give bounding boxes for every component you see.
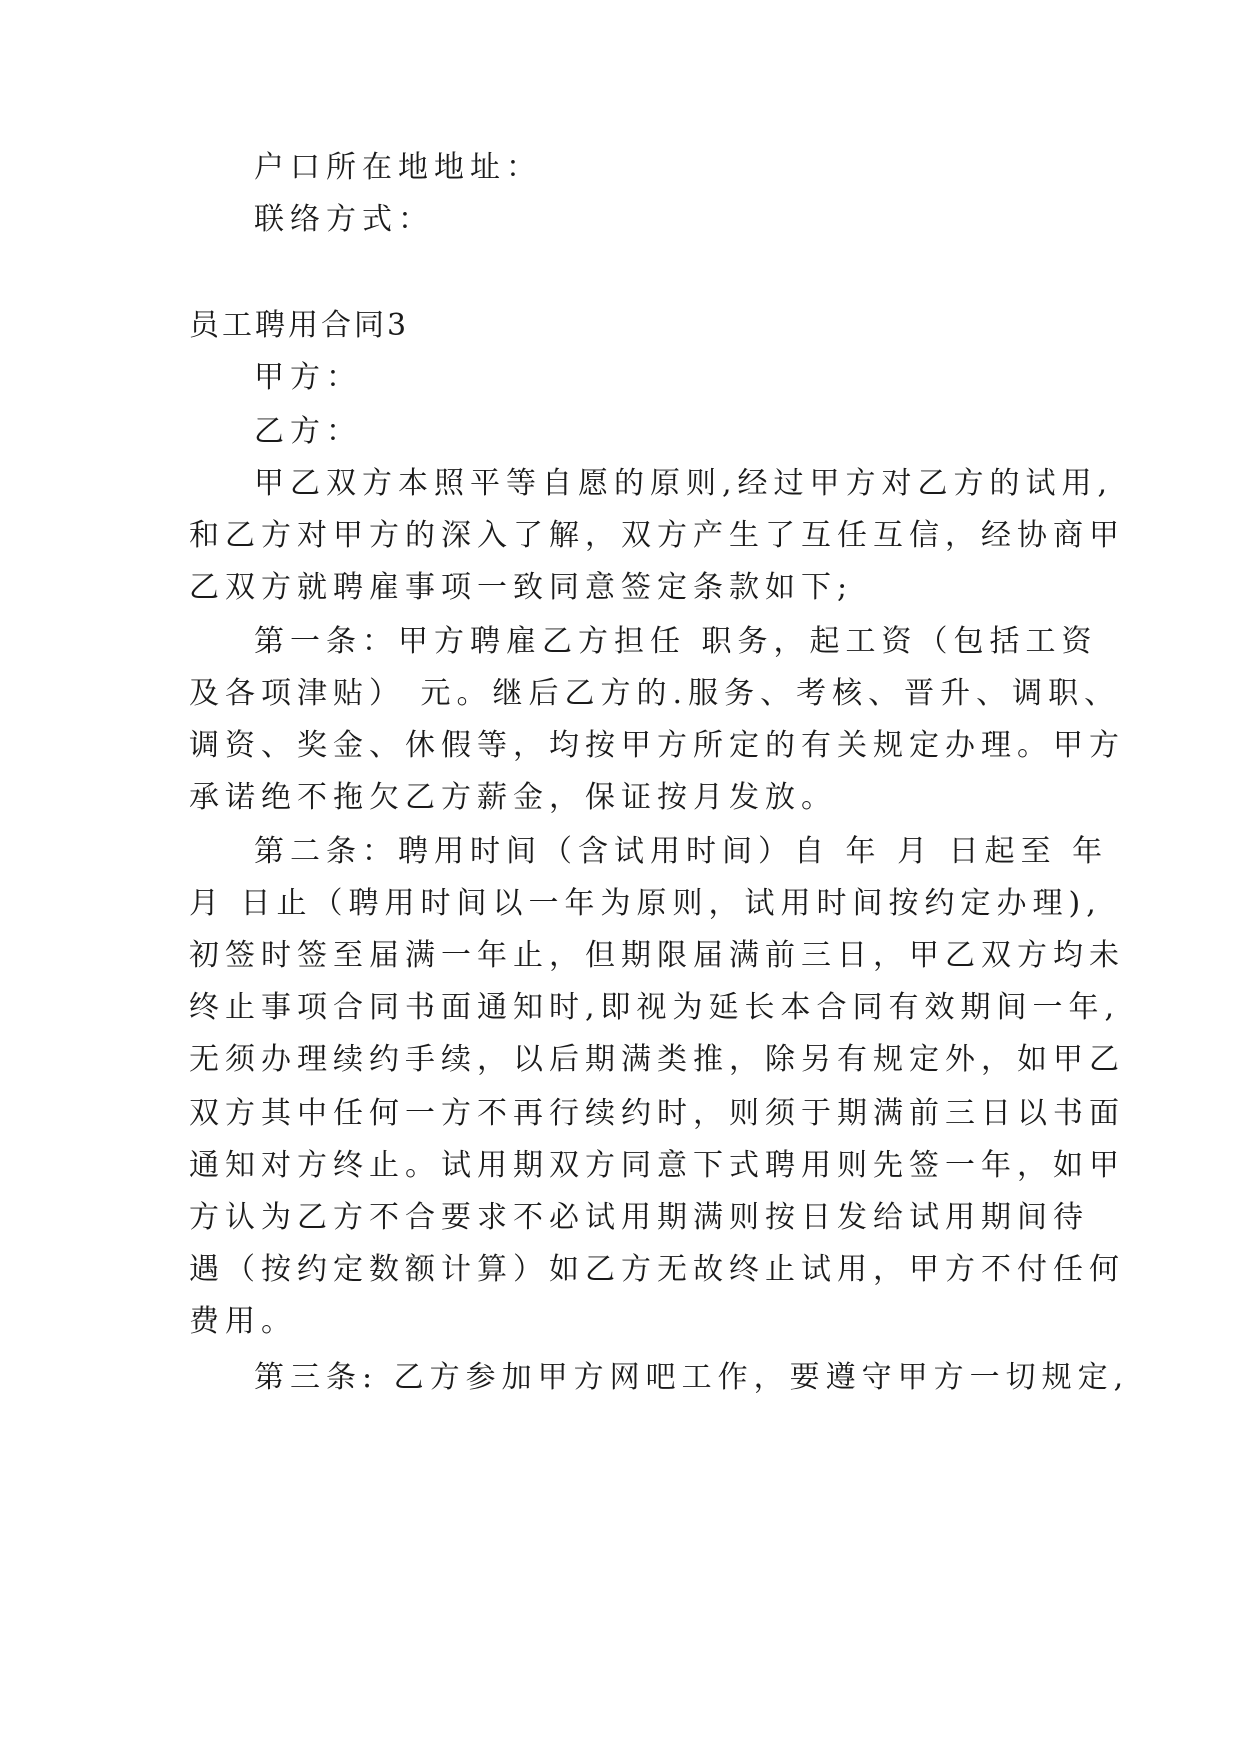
article-1-line: 及各项津贴） 元。继后乙方的.服务、考核、晋升、调职、 [189,676,1121,711]
article-2-line: 终止事项合同书面通知时,即视为延长本合同有效期间一年, [189,990,1121,1025]
party-b-line: 乙方： [254,414,362,449]
article-2-line: 第二条：聘用时间（含试用时间）自 年 月 日起至 年 [254,834,1109,869]
contact-line: 联络方式： [254,202,434,237]
article-2-line: 初签时签至届满一年止，但期限届满前三日，甲乙双方均未 [189,938,1125,973]
household-address-line: 户口所在地地址： [254,150,542,185]
article-2-line: 通知对方终止。试用期双方同意下式聘用则先签一年，如甲 [189,1148,1125,1183]
paragraph-line: 乙双方就聘雇事项一致同意签定条款如下; [189,570,854,605]
article-2-line: 无须办理续约手续，以后期满类推，除另有规定外，如甲乙 [189,1042,1125,1077]
article-1-line: 承诺绝不拖欠乙方薪金，保证按月发放。 [189,780,837,815]
article-2-line: 月 日止（聘用时间以一年为原则，试用时间按约定办理), [189,886,1102,921]
article-1-line: 调资、奖金、休假等，均按甲方所定的有关规定办理。甲方 [189,728,1125,763]
article-1-line: 第一条：甲方聘雇乙方担任 职务，起工资（包括工资 [254,624,1098,659]
article-3-line: 第三条: 乙方参加甲方网吧工作，要遵守甲方一切规定, [254,1360,1130,1395]
paragraph-line: 和乙方对甲方的深入了解，双方产生了互任互信，经协商甲 [189,518,1125,553]
article-2-line: 费用。 [189,1304,297,1339]
article-2-line: 遇（按约定数额计算）如乙方无故终止试用，甲方不付任何 [189,1252,1125,1287]
paragraph-line: 甲乙双方本照平等自愿的原则,经过甲方对乙方的试用, [254,466,1114,501]
article-2-line: 方认为乙方不合要求不必试用期满则按日发给试用期间待 [189,1200,1089,1235]
party-a-line: 甲方： [254,360,362,395]
article-2-line: 双方其中任何一方不再行续约时，则须于期满前三日以书面 [189,1096,1125,1131]
contract-title: 员工聘用合同3 [189,308,410,343]
